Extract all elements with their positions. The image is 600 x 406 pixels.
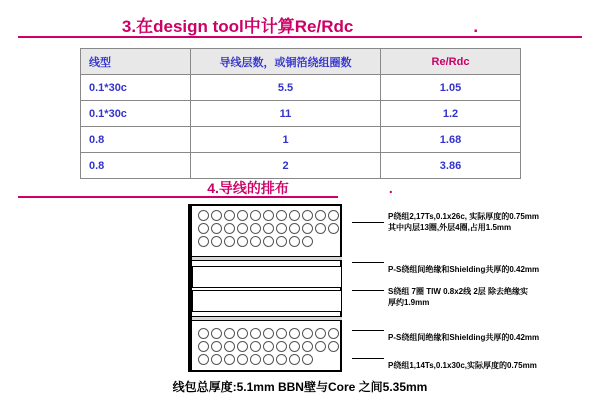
section-2-heading: [0, 178, 600, 198]
wire-circle: [198, 354, 209, 365]
table-cell-layers: 11: [191, 101, 381, 127]
wire-circle: [302, 341, 313, 352]
wire-circle: [263, 236, 274, 247]
wire-circle: [211, 210, 222, 221]
wire-circle: [250, 223, 261, 234]
callout-secondary-winding: [388, 286, 528, 308]
callout-line-text: 其中内层13圈,外层4圈,占用1.5mm: [388, 223, 512, 232]
wire-circle: [289, 328, 300, 339]
wire-circle: [263, 354, 274, 365]
wire-circle: [224, 328, 235, 339]
table-header-cell-0: 线型: [81, 49, 191, 75]
table-cell-wire-type: 0.8: [81, 127, 191, 153]
table-row: [81, 127, 521, 153]
callout-line-text: P-S绕组间绝缘和Shielding共厚的0.42mm: [388, 265, 540, 274]
wire-circle: [315, 210, 326, 221]
insulation-tape-upper: [192, 256, 342, 261]
wire-circle: [250, 354, 261, 365]
table-cell-layers: 5.5: [191, 75, 381, 101]
wire-circle: [276, 223, 287, 234]
callout-line-text: P绕组1,14Ts,0.1x30c,实际厚度的0.75mm: [388, 361, 537, 370]
wire-circle: [224, 223, 235, 234]
winding-cross-section-diagram: [178, 204, 358, 372]
callout-leader-line: [352, 262, 384, 263]
callout-line-text: 厚约1.9mm: [388, 298, 430, 307]
wire-circle: [211, 341, 222, 352]
wire-circle: [263, 328, 274, 339]
callout-leader-line: [352, 222, 384, 223]
wire-circle: [237, 236, 248, 247]
wire-circle: [211, 236, 222, 247]
wire-circle: [263, 223, 274, 234]
wire-circle: [250, 236, 261, 247]
wire-circle: [211, 328, 222, 339]
wire-circle: [224, 236, 235, 247]
callout-primary-winding-2: [388, 211, 539, 233]
wire-circle: [276, 354, 287, 365]
wire-circle: [302, 236, 313, 247]
section-1-heading: [0, 12, 600, 37]
wire-circle: [315, 341, 326, 352]
wire-circle: [315, 223, 326, 234]
wire-circle: [198, 341, 209, 352]
table-header-cell-2: Re/Rdc: [381, 49, 521, 75]
wire-circle: [276, 210, 287, 221]
table-row: [81, 75, 521, 101]
table-header-row: [81, 49, 521, 75]
section-2-divider: [18, 196, 338, 198]
callout-line-text: S绕组 7圈 TIW 0.8x2线 2层 除去绝缘实: [388, 287, 529, 296]
section-1-heading-dot: .: [473, 17, 479, 36]
wire-circle: [302, 354, 313, 365]
wire-circle: [289, 236, 300, 247]
wire-circle: [289, 354, 300, 365]
wire-circle: [198, 236, 209, 247]
wire-circle: [198, 328, 209, 339]
wire-circle: [289, 341, 300, 352]
wire-circle: [237, 354, 248, 365]
wire-circle: [315, 328, 326, 339]
callout-leader-line: [352, 290, 384, 291]
bobbin-wall: [178, 204, 190, 372]
callout-ps-insulation-upper: [388, 264, 539, 275]
callout-line-text: P绕组2,17Ts,0.1x26c, 实际厚度的0.75mm: [388, 212, 540, 221]
section-2-heading-dot: .: [388, 180, 393, 196]
table-cell-redc: 1.05: [381, 75, 521, 101]
wire-circle: [276, 328, 287, 339]
secondary-winding-band-upper: [192, 266, 342, 288]
wire-circle: [237, 328, 248, 339]
wire-circle: [328, 210, 339, 221]
callout-primary-winding-1: [388, 360, 537, 371]
table-row: [81, 153, 521, 179]
wire-circle: [328, 328, 339, 339]
table-cell-wire-type: 0.1*30c: [81, 101, 191, 127]
wire-circle: [263, 341, 274, 352]
wire-circle: [211, 223, 222, 234]
table-cell-layers: 1: [191, 127, 381, 153]
section-1-heading-text: 3.在design tool中计算Re/Rdc: [121, 17, 354, 36]
wire-circle: [250, 328, 261, 339]
redc-table-wrapper: [80, 48, 520, 179]
wire-circle: [250, 341, 261, 352]
table-cell-layers: 2: [191, 153, 381, 179]
callout-leader-line: [352, 330, 384, 331]
wire-circle: [224, 341, 235, 352]
wire-circle: [237, 341, 248, 352]
wire-circle: [250, 210, 261, 221]
wire-circle: [263, 210, 274, 221]
callout-leader-line: [352, 358, 384, 359]
wire-circle: [237, 210, 248, 221]
wire-circle: [224, 210, 235, 221]
table-cell-redc: 1.68: [381, 127, 521, 153]
section-1-divider: [18, 36, 582, 38]
wire-circle: [211, 354, 222, 365]
wire-circle: [198, 223, 209, 234]
wire-circle: [289, 223, 300, 234]
callout-ps-insulation-lower: [388, 332, 539, 343]
wire-circle: [302, 210, 313, 221]
wire-circle: [276, 236, 287, 247]
wire-circle: [237, 223, 248, 234]
table-header-cell-1: 导线层数，或铜箔绕组圈数: [191, 49, 381, 75]
wire-circle: [224, 354, 235, 365]
table-cell-redc: 3.86: [381, 153, 521, 179]
table-cell-wire-type: 0.1*30c: [81, 75, 191, 101]
table-cell-redc: 1.2: [381, 101, 521, 127]
wire-circle: [289, 210, 300, 221]
redc-table: [80, 48, 521, 179]
wire-circle: [328, 341, 339, 352]
total-thickness-note: 线包总厚度:5.1mm BBN壁与Core 之间5.35mm: [172, 380, 428, 394]
wire-circle: [328, 223, 339, 234]
table-cell-wire-type: 0.8: [81, 153, 191, 179]
wire-circle: [302, 328, 313, 339]
insulation-tape-lower: [192, 316, 342, 321]
wire-circle: [198, 210, 209, 221]
secondary-winding-band-lower: [192, 290, 342, 312]
callout-line-text: P-S绕组间绝缘和Shielding共厚的0.42mm: [388, 333, 540, 342]
wire-circle: [302, 223, 313, 234]
section-2-heading-text: 4.导线的排布: [207, 180, 289, 196]
wire-circle: [276, 341, 287, 352]
table-row: [81, 101, 521, 127]
